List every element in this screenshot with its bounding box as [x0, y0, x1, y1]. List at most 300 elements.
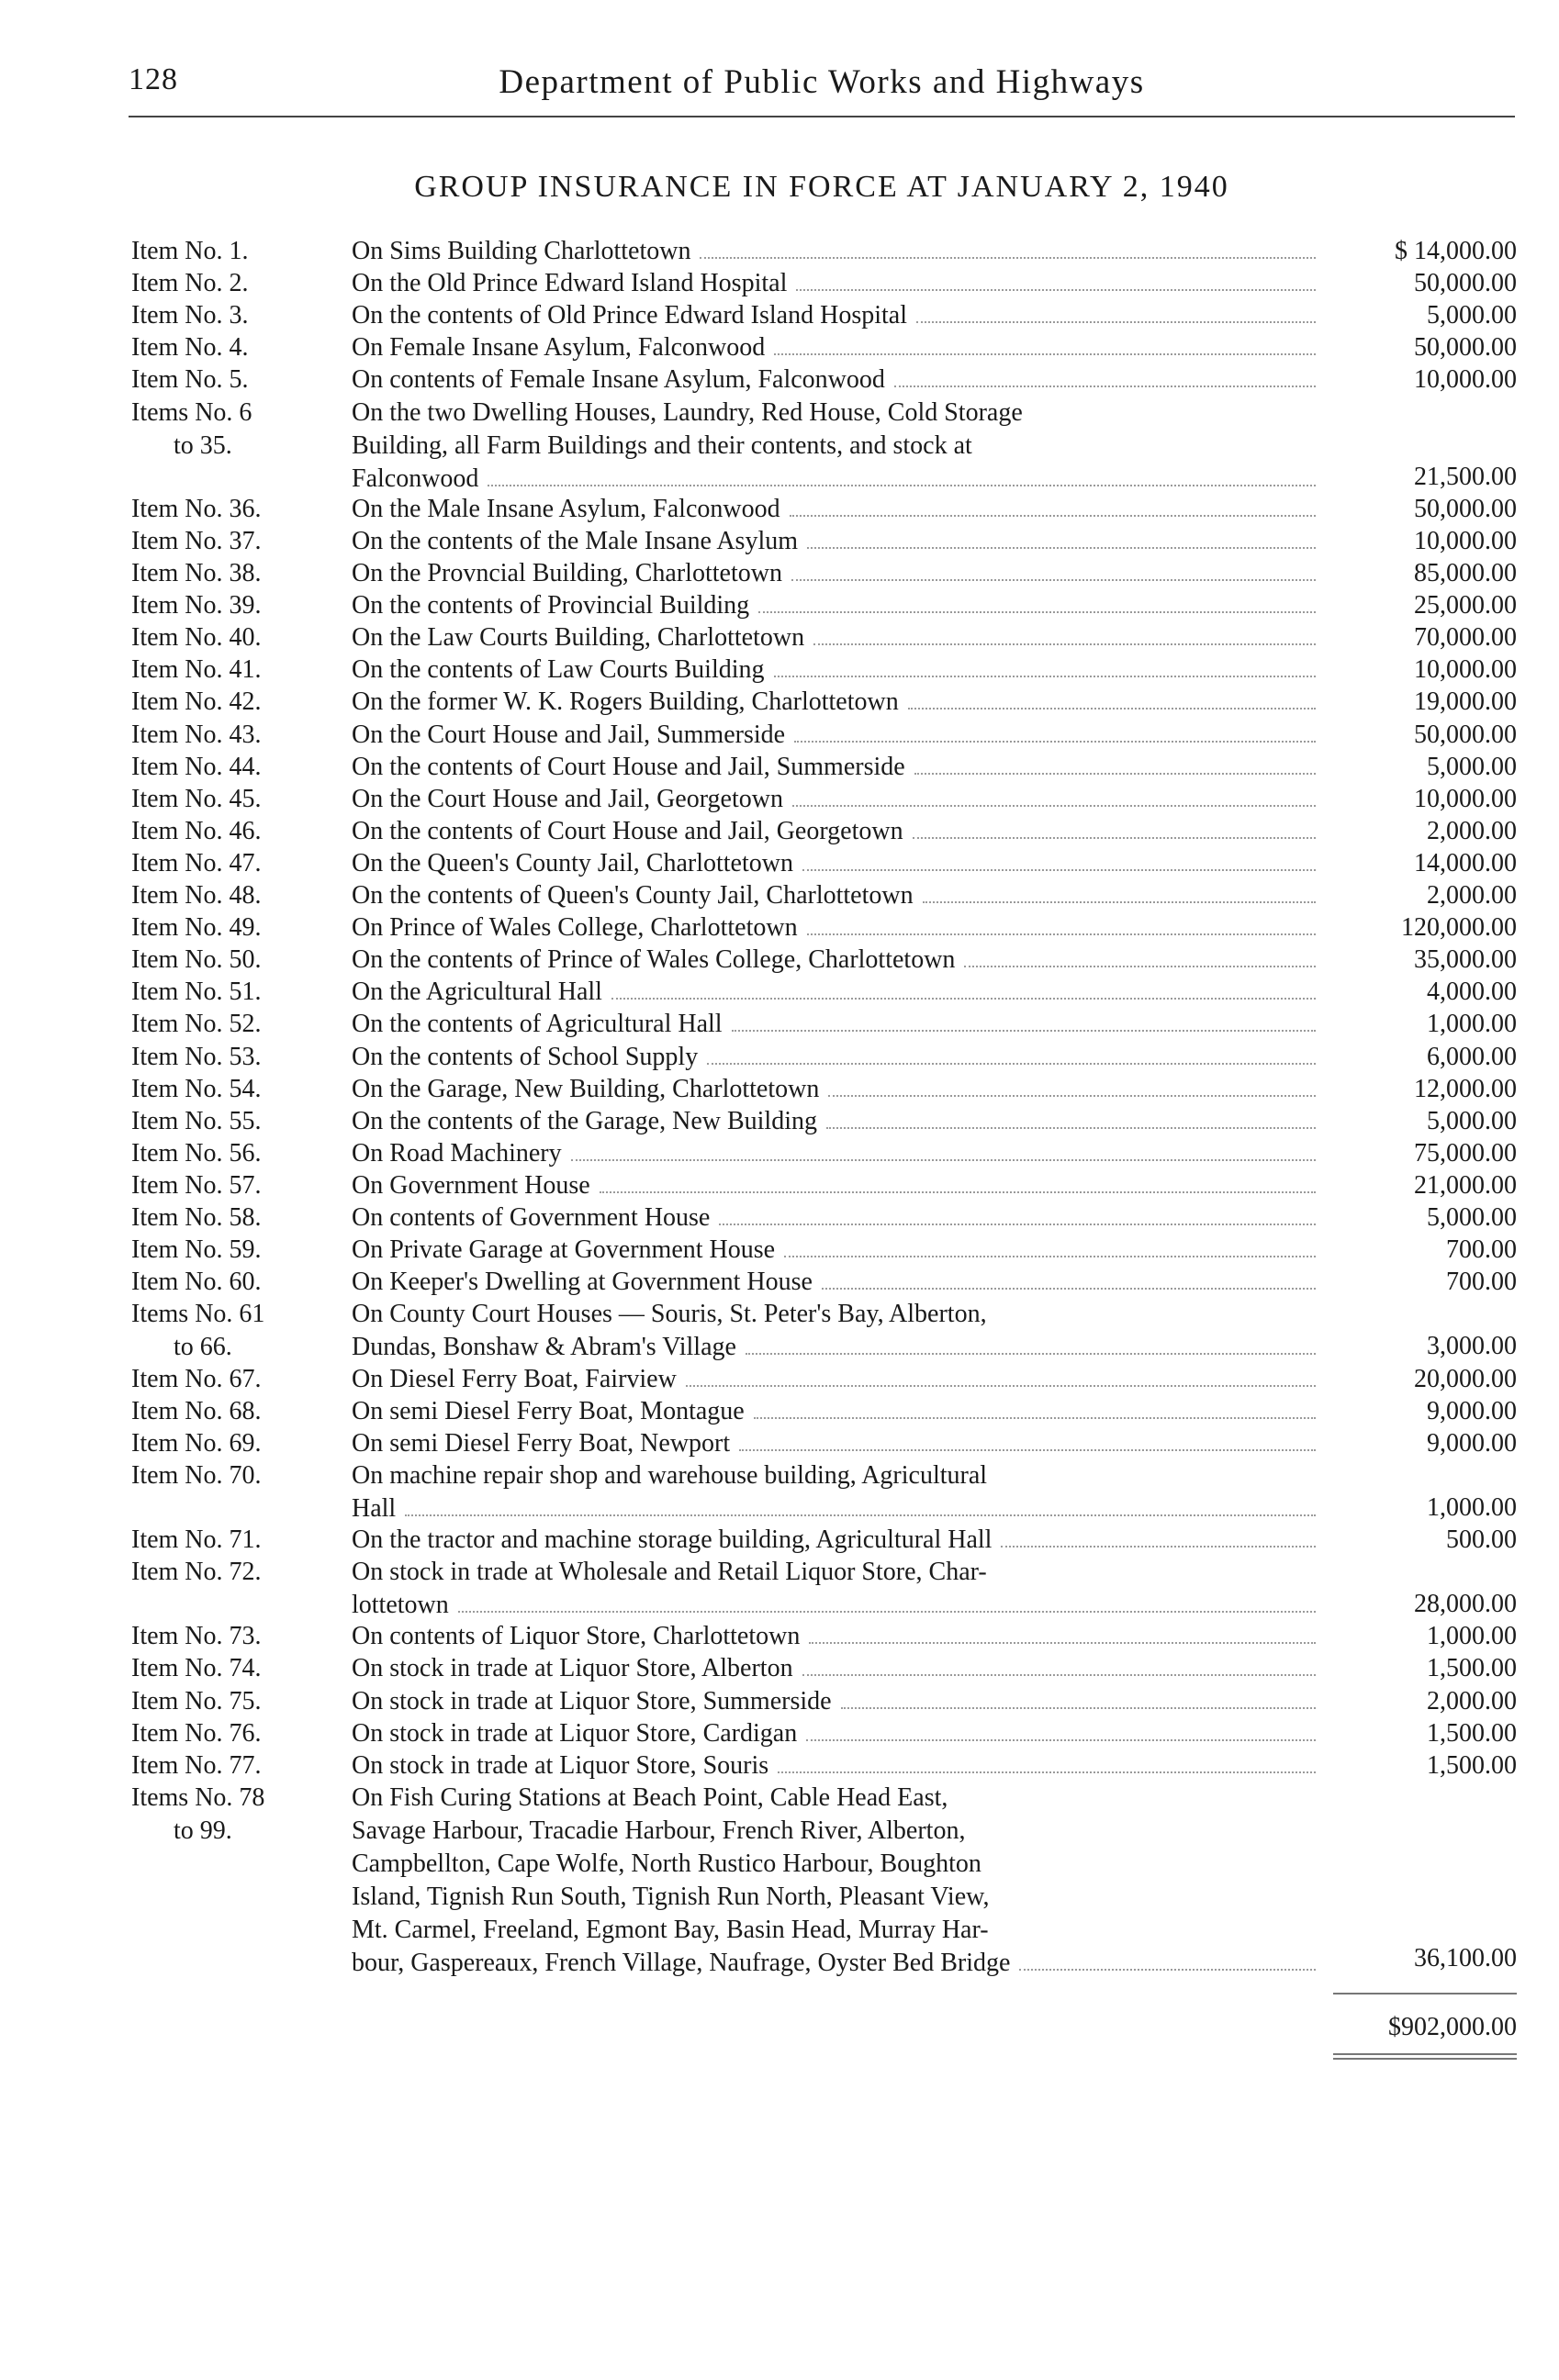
description-line: On the two Dwelling Houses, Laundry, Red House, Cold Storage: [352, 397, 1023, 427]
description-text: On the contents of the Male Insane Asylum: [352, 526, 799, 555]
item-description: [352, 879, 1325, 912]
item-amount: 5,000.00: [1427, 1203, 1517, 1232]
dot-leader: [458, 1611, 1316, 1613]
item-amount: 3,000.00: [1427, 1332, 1517, 1361]
item-number: [131, 331, 352, 364]
dot-leader: [791, 579, 1316, 581]
dot-leader: [405, 1514, 1316, 1516]
description-line: [352, 267, 1325, 300]
dot-leader: [841, 1707, 1316, 1709]
item-description: [352, 493, 1325, 526]
description-text: Falconwood: [352, 464, 479, 493]
item-description: [352, 1685, 1325, 1718]
item-number-line: Item No. 52.: [131, 1010, 262, 1039]
item-description: [352, 944, 1325, 977]
description-text: On the contents of Prince of Wales College, Charlottetown: [352, 945, 956, 975]
item-amount: $ 14,000.00: [1395, 237, 1517, 265]
item-amount: 6,000.00: [1427, 1042, 1517, 1071]
description-line: [352, 525, 1325, 558]
item-number-line: Items No. 6: [131, 397, 252, 427]
description-text: On contents of Liquor Store, Charlottetown: [352, 1622, 801, 1651]
item-description: [352, 1652, 1325, 1685]
description-text: On Road Machinery: [352, 1138, 562, 1168]
description-line: [352, 1137, 1325, 1170]
dot-leader: [739, 1449, 1316, 1451]
description-line: [352, 751, 1325, 784]
item-amount: 50,000.00: [1414, 494, 1517, 523]
item-amount: 10,000.00: [1414, 655, 1517, 685]
item-number-line: Item No. 38.: [131, 559, 262, 587]
description-text: On Private Garage at Government House: [352, 1235, 776, 1265]
item-number-line: Item No. 72.: [131, 1558, 262, 1587]
dot-leader: [806, 1739, 1316, 1741]
description-line: [352, 1363, 1325, 1396]
item-number-line: Item No. 59.: [131, 1235, 262, 1265]
item-number: [131, 1652, 352, 1685]
description-text: On contents of Government House: [352, 1203, 711, 1232]
item-description: [352, 1298, 1325, 1364]
item-amount: 28,000.00: [1414, 1590, 1517, 1619]
item-number: [131, 525, 352, 558]
item-description: [352, 557, 1325, 590]
item-description: [352, 815, 1325, 848]
item-description: [352, 911, 1325, 944]
dot-leader: [790, 515, 1316, 517]
item-description: [352, 589, 1325, 622]
description-line: [352, 331, 1325, 364]
description-text: On semi Diesel Ferry Boat, Newport: [352, 1428, 731, 1458]
item-amount: 1,500.00: [1427, 1654, 1517, 1683]
item-description: [352, 1459, 1325, 1525]
description-line: Island, Tignish Run South, Tignish Run North, Pleasant View,: [352, 1882, 990, 1911]
item-number-line: Item No. 51.: [131, 978, 262, 1007]
item-description: [352, 1266, 1325, 1299]
total-amount: $902,000.00: [1388, 2013, 1517, 2042]
item-number: [131, 654, 352, 687]
item-number-line: Item No. 71.: [131, 1525, 262, 1554]
item-number-line: to 66.: [174, 1333, 232, 1362]
item-number: [131, 847, 352, 880]
document-title: GROUP INSURANCE IN FORCE AT JANUARY 2, 1940: [414, 170, 1229, 204]
item-description: [352, 1717, 1325, 1750]
item-number: [131, 1717, 352, 1750]
item-number: [131, 621, 352, 654]
dot-leader: [813, 643, 1316, 645]
description-line: [352, 1266, 1325, 1299]
item-number-line: Item No. 36.: [131, 494, 262, 523]
description-text: On the Court House and Jail, Georgetown: [352, 784, 783, 813]
item-amount: 50,000.00: [1414, 720, 1517, 749]
item-number-line: Item No. 55.: [131, 1106, 262, 1135]
description-line: [352, 1331, 1325, 1364]
description-line: [352, 1073, 1325, 1106]
item-amount: 2,000.00: [1427, 816, 1517, 845]
dot-leader: [807, 933, 1316, 935]
item-number-line: Item No. 5.: [131, 365, 249, 395]
description-line: [352, 1008, 1325, 1041]
item-number-line: Item No. 1.: [131, 237, 249, 265]
description-text: On Diesel Ferry Boat, Fairview: [352, 1364, 677, 1393]
item-description: [352, 719, 1325, 752]
description-text: On the Provncial Building, Charlottetown: [352, 559, 782, 587]
item-description: [352, 686, 1325, 719]
item-amount: 1,500.00: [1427, 1718, 1517, 1748]
item-number: [131, 299, 352, 332]
description-line: [352, 1492, 1325, 1525]
item-amount: 85,000.00: [1414, 559, 1517, 587]
item-number: [131, 1782, 352, 1848]
item-number: [131, 493, 352, 526]
item-description: [352, 299, 1325, 332]
description-line: [352, 1234, 1325, 1267]
item-description: [352, 331, 1325, 364]
item-number: [131, 589, 352, 622]
description-text: Dundas, Bonshaw & Abram's Village: [352, 1333, 736, 1362]
dot-leader: [774, 353, 1316, 355]
description-text: On the contents of Court House and Jail, Summerside: [352, 752, 905, 781]
description-text: On the contents of Court House and Jail, Georgetown: [352, 816, 903, 845]
item-description: [352, 1395, 1325, 1428]
item-number-line: Item No. 56.: [131, 1138, 262, 1168]
item-number-line: Item No. 69.: [131, 1428, 262, 1458]
item-number-line: Items No. 78: [131, 1782, 265, 1812]
item-number-line: Item No. 58.: [131, 1203, 262, 1232]
item-number: [131, 719, 352, 752]
item-description: [352, 1620, 1325, 1653]
item-number: [131, 944, 352, 977]
item-number-line: Item No. 45.: [131, 784, 262, 813]
item-number: [131, 1266, 352, 1299]
item-number: [131, 1041, 352, 1074]
description-line: [352, 363, 1325, 397]
dot-leader: [754, 1417, 1316, 1419]
item-number: [131, 557, 352, 590]
dot-leader: [914, 773, 1316, 775]
item-amount: 21,000.00: [1414, 1170, 1517, 1200]
description-text: On the Law Courts Building, Charlottetown: [352, 623, 805, 653]
item-number: [131, 1556, 352, 1589]
item-description: [352, 363, 1325, 397]
item-description: [352, 1427, 1325, 1460]
item-number: [131, 1073, 352, 1106]
description-text: On contents of Female Insane Asylum, Falconwood: [352, 365, 885, 395]
dot-leader: [809, 1642, 1316, 1644]
description-line: [352, 589, 1325, 622]
item-description: [352, 1008, 1325, 1041]
description-line: [352, 1041, 1325, 1074]
description-text: On stock in trade at Liquor Store, Summerside: [352, 1686, 832, 1715]
dot-leader: [700, 257, 1316, 259]
item-number-line: Item No. 41.: [131, 655, 262, 685]
description-line: Savage Harbour, Tracadie Harbour, French River, Alberton,: [352, 1816, 966, 1845]
item-number-line: Item No. 40.: [131, 623, 262, 653]
description-line: On stock in trade at Wholesale and Retail Liquor Store, Char-: [352, 1558, 987, 1587]
item-description: [352, 1556, 1325, 1622]
description-text: On semi Diesel Ferry Boat, Montague: [352, 1396, 745, 1425]
item-number-line: Item No. 74.: [131, 1654, 262, 1683]
item-number-line: Item No. 67.: [131, 1364, 262, 1393]
description-text: On stock in trade at Liquor Store, Alberton: [352, 1654, 793, 1683]
dot-leader: [488, 485, 1316, 486]
item-number: [131, 1749, 352, 1782]
item-number: [131, 1395, 352, 1428]
description-line: [352, 1652, 1325, 1685]
item-number-line: Item No. 37.: [131, 526, 262, 555]
item-amount: 700.00: [1446, 1268, 1517, 1297]
dot-leader: [894, 385, 1316, 387]
description-line: On Fish Curing Stations at Beach Point, Cable Head East,: [352, 1782, 948, 1812]
running-title: Department of Public Works and Highways: [499, 63, 1145, 101]
dot-leader: [828, 1095, 1316, 1097]
item-number: [131, 1201, 352, 1235]
description-line: [352, 654, 1325, 687]
description-line: [352, 1620, 1325, 1653]
description-text: On the Old Prince Edward Island Hospital: [352, 269, 788, 298]
item-number-line: Item No. 47.: [131, 848, 262, 877]
item-amount: 12,000.00: [1414, 1074, 1517, 1103]
description-text: On the contents of Agricultural Hall: [352, 1010, 723, 1039]
description-text: On Prince of Wales College, Charlottetown: [352, 913, 798, 943]
description-text: bour, Gaspereaux, French Village, Naufrage, Oyster Bed Bridge: [352, 1948, 1011, 1977]
description-text: On the contents of Law Courts Building: [352, 655, 765, 685]
description-text: On the contents of Provincial Building: [352, 591, 750, 620]
page-number: 128: [129, 62, 178, 96]
item-number-line: Item No. 57.: [131, 1170, 262, 1200]
item-amount: 1,000.00: [1427, 1010, 1517, 1039]
description-line: [352, 1717, 1325, 1750]
description-line: [352, 1524, 1325, 1557]
description-line: [352, 1589, 1325, 1622]
description-text: On Government House: [352, 1170, 590, 1200]
item-amount: 20,000.00: [1414, 1364, 1517, 1393]
item-description: [352, 1234, 1325, 1267]
item-amount: 2,000.00: [1427, 1686, 1517, 1715]
item-amount: 5,000.00: [1427, 1106, 1517, 1135]
dot-leader: [707, 1063, 1316, 1065]
description-line: On machine repair shop and warehouse building, Agricultural: [352, 1460, 988, 1490]
item-number: [131, 1234, 352, 1267]
dot-leader: [571, 1159, 1316, 1161]
item-number-line: Item No. 77.: [131, 1750, 262, 1780]
item-amount: 1,000.00: [1427, 1492, 1517, 1522]
item-amount: 2,000.00: [1427, 881, 1517, 910]
item-number: [131, 911, 352, 944]
item-number: [131, 815, 352, 848]
item-amount: 9,000.00: [1427, 1396, 1517, 1425]
item-amount: 36,100.00: [1414, 1944, 1517, 1973]
description-line: [352, 1169, 1325, 1202]
item-number-line: Items No. 61: [131, 1300, 265, 1329]
item-number-line: Item No. 76.: [131, 1718, 262, 1748]
item-number: [131, 1363, 352, 1396]
dot-leader: [807, 547, 1316, 549]
item-number-line: Item No. 4.: [131, 333, 249, 363]
item-amount: 1,500.00: [1427, 1750, 1517, 1780]
item-amount: 9,000.00: [1427, 1428, 1517, 1458]
total-rule-bottom: [1333, 2053, 1517, 2055]
item-number-line: Item No. 43.: [131, 720, 262, 749]
item-amount: 14,000.00: [1414, 848, 1517, 877]
description-text: On the Garage, New Building, Charlottetown: [352, 1074, 820, 1103]
dot-leader: [796, 289, 1316, 291]
dot-leader: [964, 966, 1316, 967]
item-number-line: Item No. 70.: [131, 1460, 262, 1490]
item-description: [352, 267, 1325, 300]
description-line: [352, 1685, 1325, 1718]
item-description: [352, 654, 1325, 687]
item-description: [352, 397, 1325, 496]
item-amount: 70,000.00: [1414, 623, 1517, 653]
description-text: On stock in trade at Liquor Store, Cardigan: [352, 1718, 798, 1748]
item-amount: 4,000.00: [1427, 978, 1517, 1007]
dot-leader: [913, 837, 1316, 839]
description-text: On the contents of Old Prince Edward Island Hospital: [352, 301, 907, 330]
dot-leader: [802, 869, 1316, 871]
description-text: On the contents of the Garage, New Building: [352, 1106, 817, 1135]
item-description: [352, 525, 1325, 558]
dot-leader: [746, 1353, 1316, 1355]
description-text: On Sims Building Charlottetown: [352, 237, 691, 265]
description-line: [352, 1105, 1325, 1138]
item-number: [131, 1137, 352, 1170]
item-number-line: Item No. 2.: [131, 269, 249, 298]
description-text: On the Agricultural Hall: [352, 978, 602, 1007]
item-amount: 700.00: [1446, 1235, 1517, 1265]
item-amount: 5,000.00: [1427, 301, 1517, 330]
description-line: [352, 783, 1325, 816]
description-line: [352, 686, 1325, 719]
item-amount: 19,000.00: [1414, 687, 1517, 717]
item-number: [131, 783, 352, 816]
dot-leader: [1001, 1546, 1316, 1548]
description-text: On the tractor and machine storage building, Agricultural Hall: [352, 1525, 993, 1554]
dot-leader: [686, 1385, 1316, 1387]
description-line: [352, 911, 1325, 944]
item-number-line: to 35.: [174, 430, 232, 460]
description-text: On the contents of Queen's County Jail, Charlottetown: [352, 881, 914, 910]
item-number: [131, 1620, 352, 1653]
item-description: [352, 1524, 1325, 1557]
dot-leader: [908, 708, 1316, 710]
item-number-line: Item No. 68.: [131, 1396, 262, 1425]
total-rule-top: [1333, 1993, 1517, 1995]
description-text: On the Court House and Jail, Summerside: [352, 720, 786, 749]
description-line: Mt. Carmel, Freeland, Egmont Bay, Basin Head, Murray Har-: [352, 1915, 989, 1944]
description-line: [352, 1395, 1325, 1428]
description-line: [352, 1947, 1325, 1980]
dot-leader: [784, 1256, 1316, 1257]
item-amount: 10,000.00: [1414, 784, 1517, 813]
item-number-line: Item No. 39.: [131, 591, 262, 620]
description-text: lottetown: [352, 1591, 449, 1620]
description-line: [352, 1749, 1325, 1782]
item-number-line: Item No. 54.: [131, 1074, 262, 1103]
item-number-line: Item No. 49.: [131, 913, 262, 943]
item-number-line: Item No. 50.: [131, 945, 262, 975]
item-description: [352, 847, 1325, 880]
description-line: [352, 299, 1325, 332]
item-number: [131, 1459, 352, 1492]
description-line: [352, 719, 1325, 752]
item-amount: 500.00: [1446, 1525, 1517, 1554]
item-description: [352, 976, 1325, 1009]
item-number: [131, 235, 352, 268]
dot-leader: [826, 1127, 1316, 1129]
dot-leader: [792, 805, 1316, 807]
description-text: On the contents of School Supply: [352, 1042, 699, 1071]
item-number: [131, 1685, 352, 1718]
item-amount: 10,000.00: [1414, 526, 1517, 555]
item-number-line: Item No. 48.: [131, 881, 262, 910]
item-number-line: Item No. 46.: [131, 816, 262, 845]
item-description: [352, 1073, 1325, 1106]
dot-leader: [719, 1224, 1316, 1225]
description-line: [352, 463, 1325, 496]
description-line: [352, 235, 1325, 268]
item-description: [352, 235, 1325, 268]
description-text: Hall: [352, 1493, 397, 1523]
item-amount: 35,000.00: [1414, 945, 1517, 975]
item-number-line: to 99.: [174, 1816, 232, 1845]
item-number: [131, 1524, 352, 1557]
item-number: [131, 686, 352, 719]
item-description: [352, 621, 1325, 654]
description-line: [352, 879, 1325, 912]
description-text: On the Male Insane Asylum, Falconwood: [352, 494, 780, 523]
item-number: [131, 976, 352, 1009]
description-line: [352, 1201, 1325, 1235]
item-number-line: Item No. 53.: [131, 1042, 262, 1071]
item-number-line: Item No. 75.: [131, 1686, 262, 1715]
item-amount: 120,000.00: [1401, 913, 1517, 943]
item-number: [131, 1298, 352, 1364]
dot-leader: [611, 998, 1316, 1000]
description-text: On stock in trade at Liquor Store, Souris: [352, 1750, 769, 1780]
description-text: On Female Insane Asylum, Falconwood: [352, 333, 766, 363]
description-line: [352, 815, 1325, 848]
dot-leader: [802, 1674, 1316, 1676]
description-line: [352, 493, 1325, 526]
item-description: [352, 1137, 1325, 1170]
item-description: [352, 783, 1325, 816]
item-number: [131, 879, 352, 912]
description-line: On County Court Houses — Souris, St. Peter's Bay, Alberton,: [352, 1300, 987, 1329]
dot-leader: [794, 741, 1316, 743]
description-text: On the Queen's County Jail, Charlottetown: [352, 848, 793, 877]
item-description: [352, 1363, 1325, 1396]
dot-leader: [923, 901, 1316, 903]
item-amount: 1,000.00: [1427, 1622, 1517, 1651]
item-number-line: Item No. 44.: [131, 752, 262, 781]
description-text: On the former W. K. Rogers Building, Charlottetown: [352, 687, 899, 717]
description-line: [352, 1427, 1325, 1460]
description-line: [352, 944, 1325, 977]
item-number-line: Item No. 3.: [131, 301, 249, 330]
dot-leader: [600, 1191, 1316, 1193]
dot-leader: [778, 1771, 1316, 1773]
item-number-line: Item No. 42.: [131, 687, 262, 717]
item-amount: 50,000.00: [1414, 269, 1517, 298]
description-line: [352, 976, 1325, 1009]
item-description: [352, 1041, 1325, 1074]
item-description: [352, 1201, 1325, 1235]
item-number-line: Item No. 73.: [131, 1622, 262, 1651]
item-description: [352, 1749, 1325, 1782]
dot-leader: [1019, 1969, 1316, 1971]
total-rule-bottom-double: [1333, 2058, 1517, 2060]
description-line: [352, 847, 1325, 880]
item-amount: 75,000.00: [1414, 1138, 1517, 1168]
